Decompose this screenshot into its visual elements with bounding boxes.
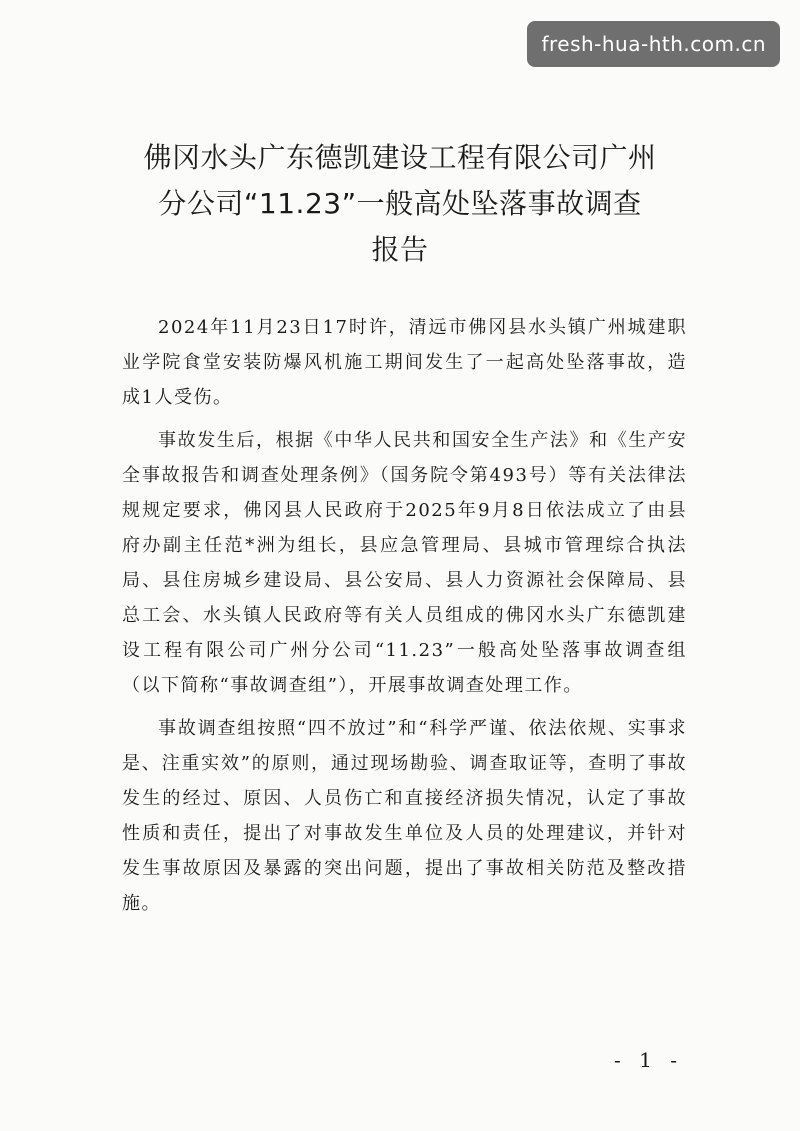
title-line-2: 分公司“11.23”一般高处坠落事故调查: [158, 187, 642, 220]
paragraph-investigation-team: 事故发生后，根据《中华人民共和国安全生产法》和《生产安全事故报告和调查处理条例》（国务院令第493号）等有关法律法规规定要求，佛冈县人民政府于2025年9月8日依法成立了由县府办副主任范*洲为组长，县应急管理局、县城市管理综合执法局、县住房城乡建设局、县公安局、县人力资源社会保障局、县总工会、水头镇人民政府等有关人员组成的佛冈水头广东德凯建设工程有限公司广州分公司“11.23”一般高处坠落事故调查组（以下简称“事故调查组”），开展事故调查处理工作。: [122, 430, 687, 696]
title-line-3: 报告: [371, 233, 429, 266]
paragraph-incident-summary: 2024年11月23日17时许，清远市佛冈县水头镇广州城建职业学院食堂安装防爆风机施工期间发生了一起高处坠落事故，造成1人受伤。: [122, 317, 687, 408]
document-title: [100, 135, 700, 273]
title-line-1: 佛冈水头广东德凯建设工程有限公司广州: [143, 141, 657, 174]
page-number: - 1 -: [614, 1048, 683, 1072]
document-body: [122, 310, 687, 929]
watermark: fresh-hua-hth.com.cn: [527, 21, 780, 67]
paragraph-investigation-principles: 事故调查组按照“四不放过”和“科学严谨、依法依规、实事求是、注重实效”的原则，通过现场勘验、调查取证等，查明了事故发生的经过、原因、人员伤亡和直接经济损失情况，认定了事故性质和责任，提出了对事故发生单位及人员的处理建议，并针对发生事故原因及暴露的突出问题，提出了事故相关防范及整改措施。: [122, 718, 687, 914]
